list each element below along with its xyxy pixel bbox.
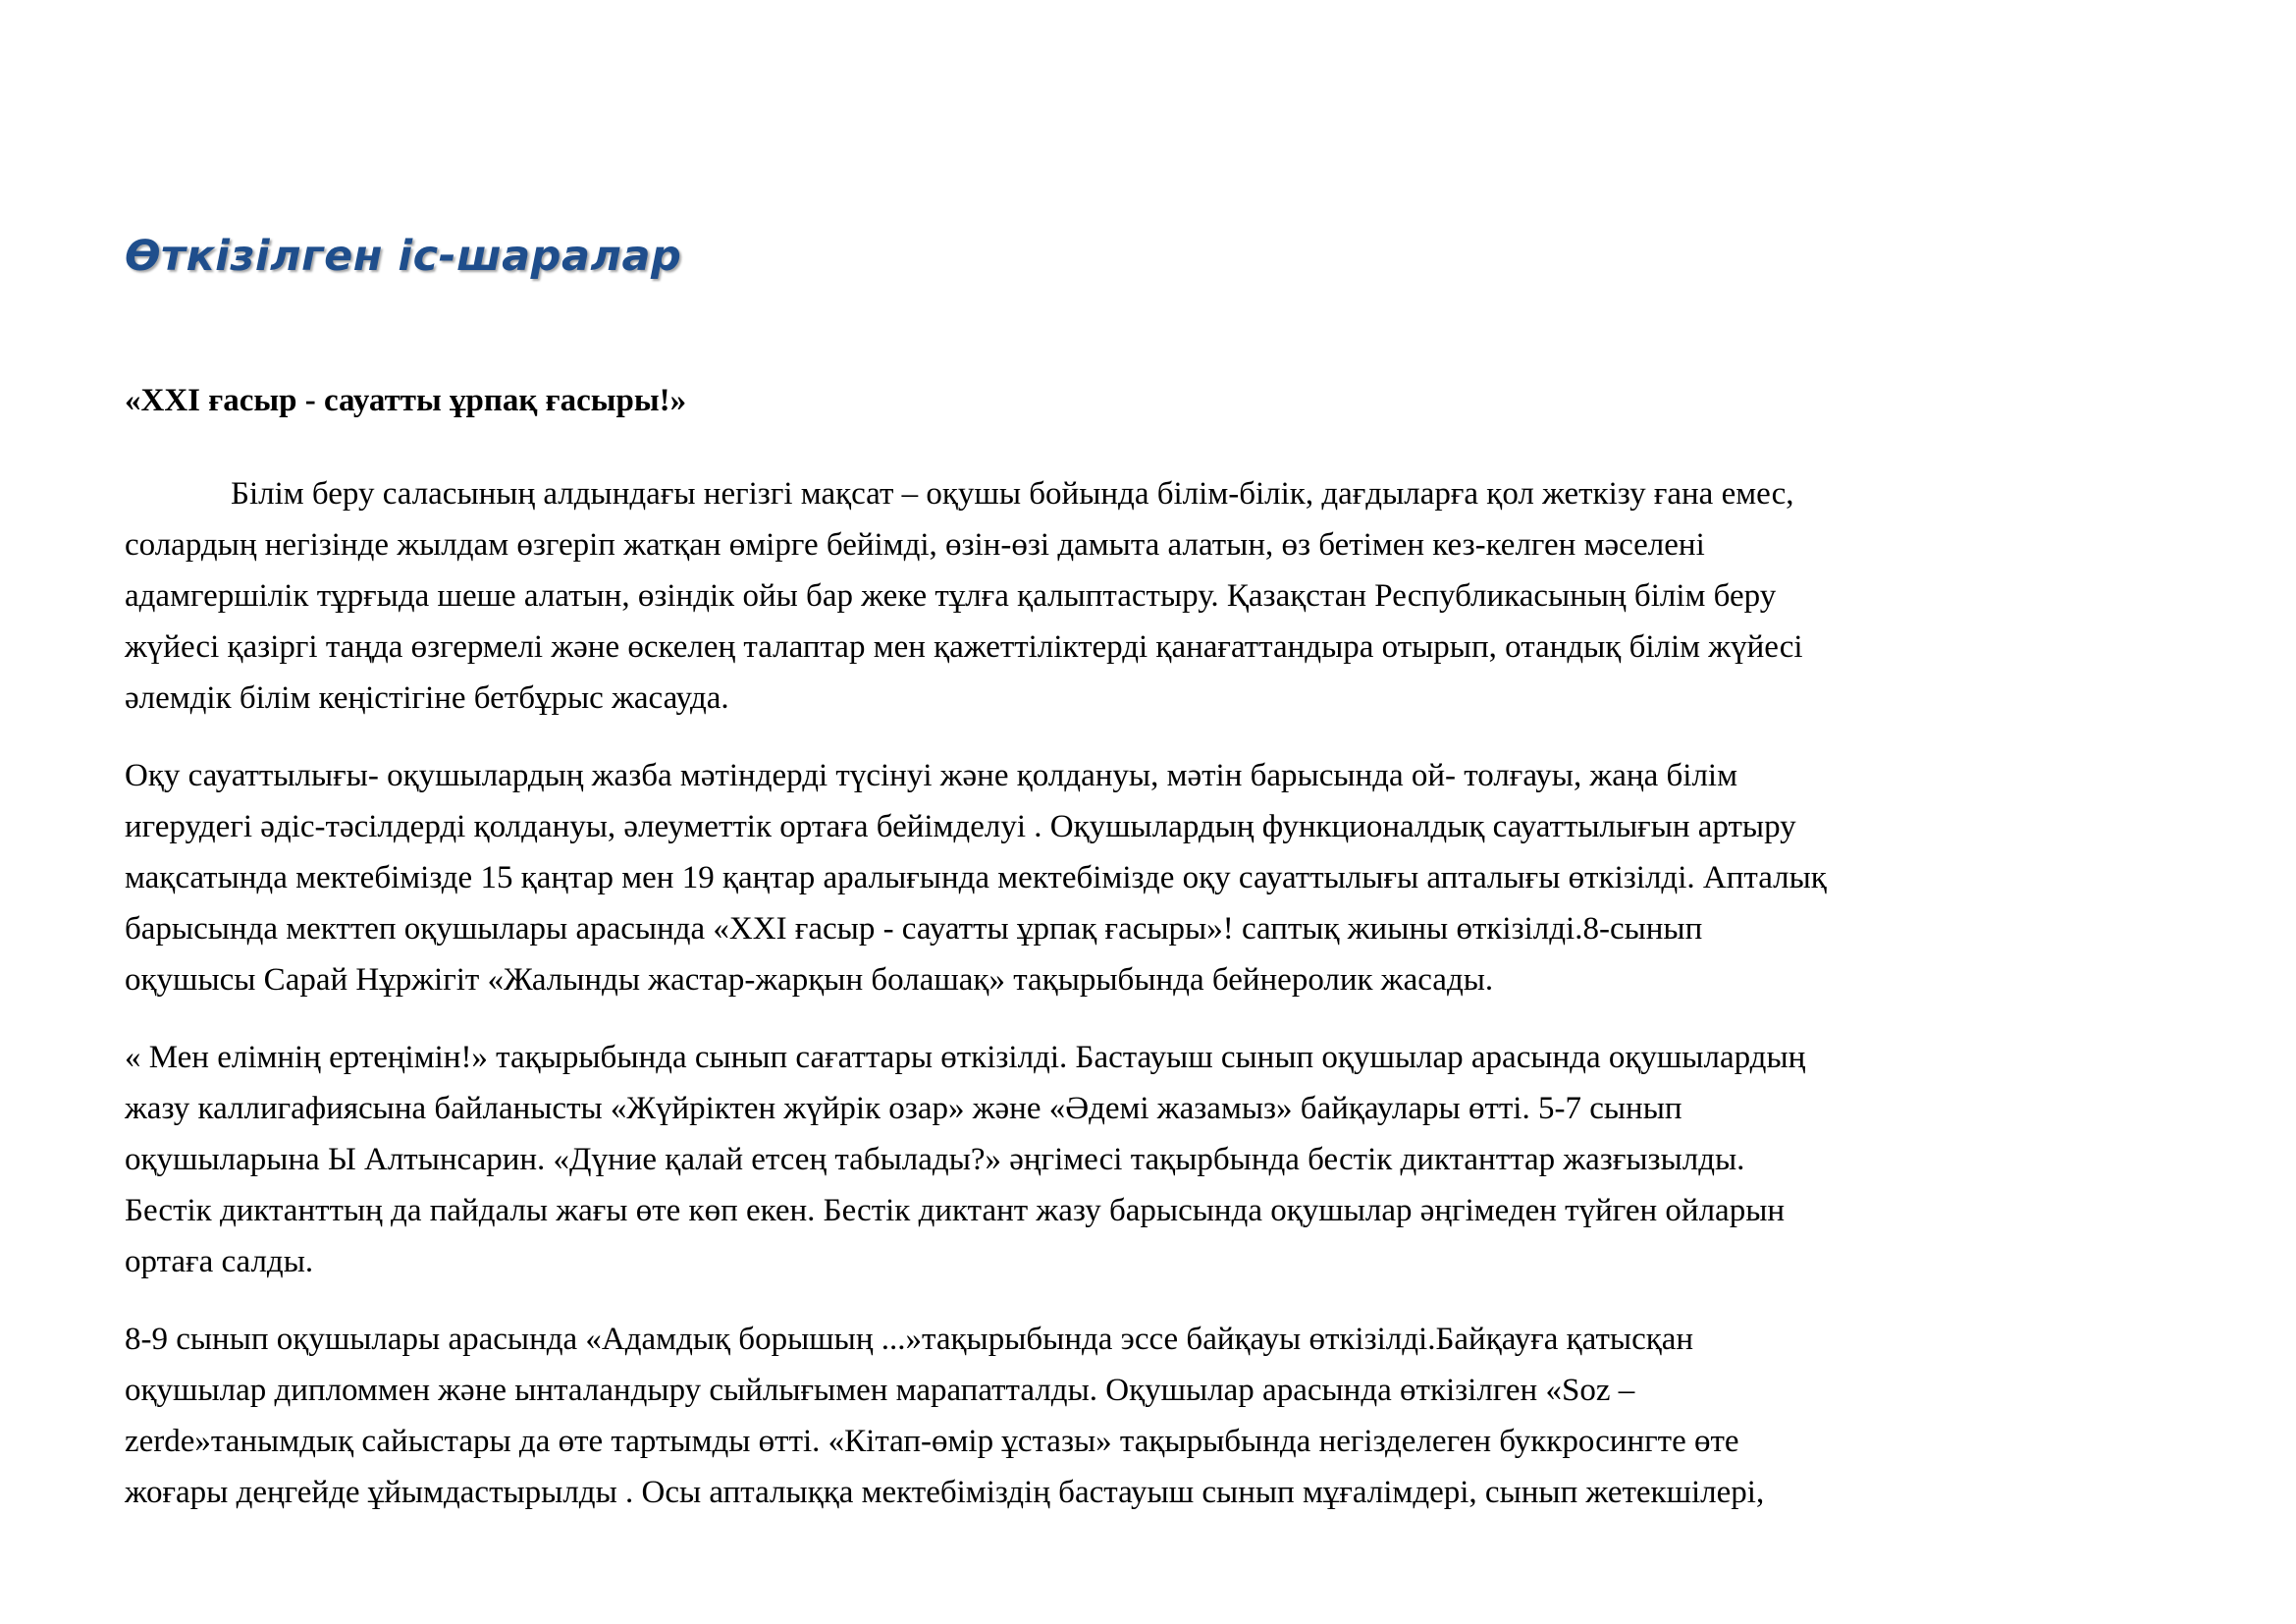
paragraph-4 — [125, 1314, 2166, 1518]
paragraph-line: Білім беру саласының алдындағы негізгі мақсат – оқушы бойында білім-білік, дағдыларға қол жеткізу ғана емес, — [231, 476, 1794, 512]
paragraph-3 — [125, 1032, 2166, 1287]
paragraph-line: « Мен елімнің ертеңімін!» тақырыбында сынып сағаттары өткізілді. Бастауыш сынып оқушылар арасында оқушылардың — [125, 1040, 1806, 1075]
paragraph-line: адамгершілік тұрғыда шеше алатын, өзіндік ойы бар жеке тұлға қалыптастыру. Қазақстан Республикасының білім беру — [125, 578, 1777, 614]
paragraph-line: мақсатында мектебімізде 15 қаңтар мен 19 қаңтар аралығында мектебімізде оқу сауаттылығы апталығы өткізілді. Апталық — [125, 860, 1827, 895]
paragraph-line: әлемдік білім кеңістігіне бетбұрыс жасауда. — [125, 680, 729, 716]
paragraph-line: Бестік диктанттың да пайдалы жағы өте көп екен. Бестік диктант жазу барысында оқушылар әңгімеден түйген ойларын — [125, 1193, 1786, 1228]
paragraph-1 — [125, 468, 2166, 724]
section-heading: «XXI ғасыр - сауатты ұрпақ ғасыры!» — [125, 383, 687, 418]
paragraph-line: жоғары деңгейде ұйымдастырылды . Осы апталыққа мектебіміздің бастауыш сынып мұғалімдері, сынып жетекшілері, — [125, 1475, 1765, 1510]
paragraph-line: оқушылар дипломмен және ынталандыру сыйлығымен марапатталды. Оқушылар арасында өткізілген «Soz – — [125, 1373, 1635, 1408]
paragraph-line: жүйесі қазіргі таңда өзгермелі және өскелең талаптар мен қажеттіліктерді қанағаттандыра отырып, отандық білім жүйесі — [125, 629, 1803, 665]
paragraph-line: оқушыларына Ы Алтынсарин. «Дүние қалай етсең табылады?» әңгімесі тақырбында бестік диктанттар жазғызылды. — [125, 1142, 1745, 1177]
paragraph-line: zerde»танымдық сайыстары да өте тартымды өтті. «Кітап-өмір ұстазы» тақырыбында негізделеген буккросингте өте — [125, 1424, 1739, 1459]
paragraph-line: 8-9 сынып оқушылары арасында «Адамдық борышың ...»тақырыбында эссе байқауы өткізілді.Байқауға қатысқан — [125, 1322, 1694, 1357]
page-title: Өткізілген іс-шаралар — [125, 232, 682, 281]
paragraph-line: солардың негізінде жылдам өзгеріп жатқан өмірге бейімді, өзін-өзі дамыта алатын, өз бетімен кез-келген мәселені — [125, 527, 1705, 563]
paragraph-line: Оқу сауаттылығы- оқушылардың жазба мәтіндерді түсінуі және қолдануы, мәтін барысында ой- толғауы, жаңа білім — [125, 758, 1737, 793]
paragraph-line: барысында мекттеп оқушылары арасында «XXI ғасыр - сауатты ұрпақ ғасыры»! саптық жиыны өткізілді.8-сынып — [125, 911, 1703, 947]
paragraph-line: игерудегі әдіс-тәсілдерді қолдануы, әлеуметтік ортаға бейімделуі . Оқушылардың функционалдық сауаттылығын артыру — [125, 809, 1796, 844]
paragraph-line: жазу каллигафиясына байланысты «Жүйріктен жүйрік озар» және «Әдемі жазамыз» байқаулары өтті. 5-7 сынып — [125, 1091, 1682, 1126]
paragraph-line: оқушысы Сарай Нұржігіт «Жалынды жастар-жарқын болашақ» тақырыбында бейнеролик жасады. — [125, 962, 1494, 998]
paragraph-2 — [125, 750, 2166, 1005]
paragraph-line: ортаға салды. — [125, 1244, 314, 1279]
